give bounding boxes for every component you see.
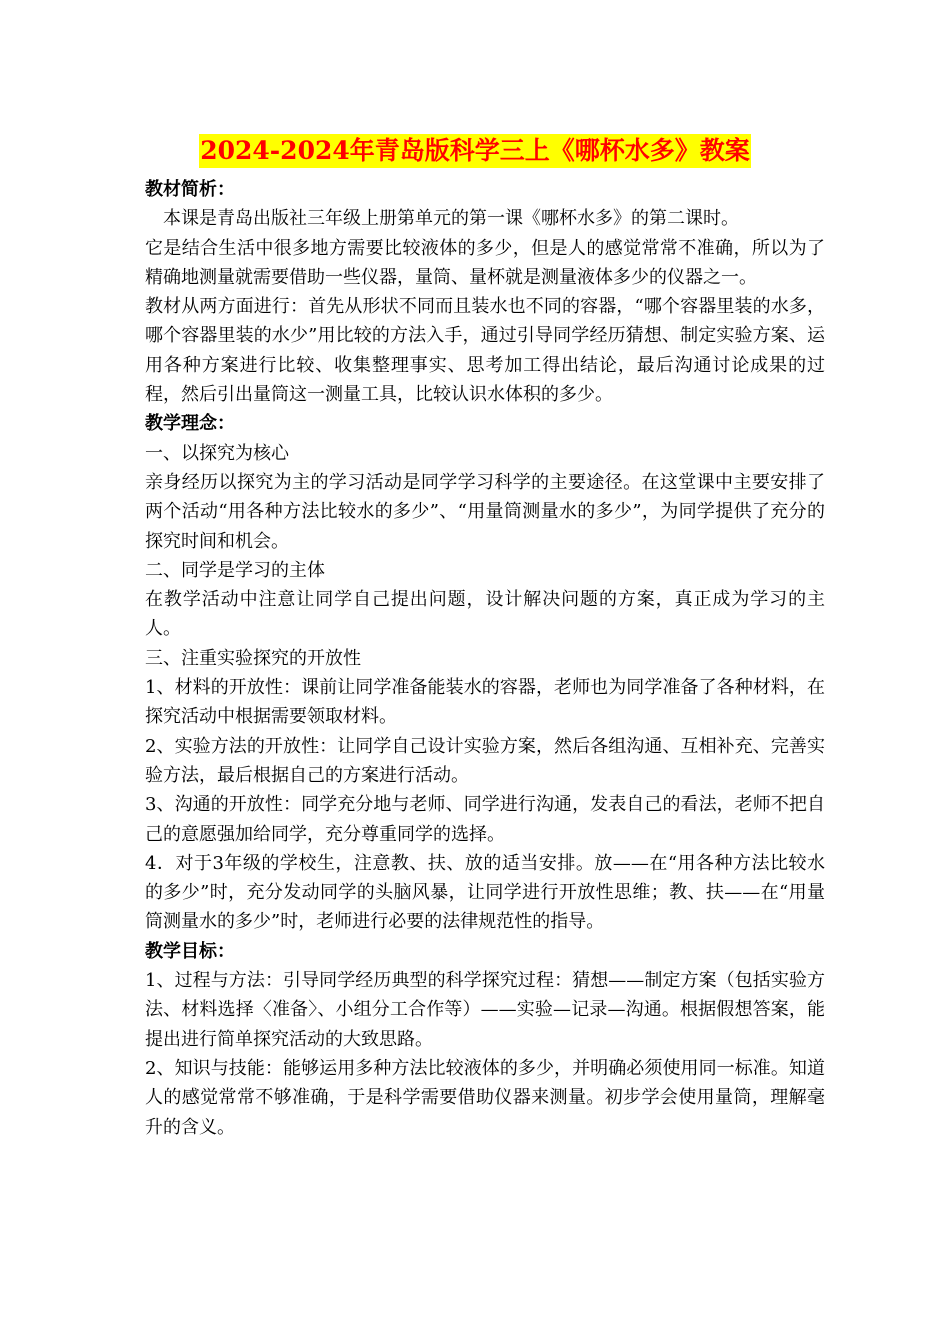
- paragraph: 亲身经历以探究为主的学习活动是同学学习科学的主要途径。在这堂课中主要安排了两个活动“用各种方法比较水的多少”、“用量筒测量水的多少”，为同学提供了充分的探究时间和机会。: [145, 471, 825, 552]
- list-item: 3、沟通的开放性：同学充分地与老师、同学进行沟通，发表自己的看法，老师不把自己的意愿强加给同学，充分尊重同学的选择。: [145, 794, 825, 845]
- document-title: 2024-2024年青岛版科学三上《哪杯水多》教案: [199, 134, 751, 168]
- subheading: 三、注重实验探究的开放性: [145, 647, 361, 669]
- paragraph: 它是结合生活中很多地方需要比较液体的多少，但是人的感觉常常不准确，所以为了精确地测量就需要借助一些仪器，量筒、量杯就是测量液体多少的仪器之一。: [145, 237, 825, 288]
- list-item: 2、实验方法的开放性：让同学自己设计实验方案，然后各组沟通、互相补充、完善实验方法，最后根据自己的方案进行活动。: [145, 735, 825, 786]
- section-heading-analysis: 教材简析：: [145, 179, 235, 200]
- subheading: 一、以探究为核心: [145, 442, 289, 464]
- paragraph: 在教学活动中注意让同学自己提出问题，设计解决问题的方案，真正成为学习的主人。: [145, 589, 825, 640]
- paragraph: 教材从两方面进行：首先从形状不同而且装水也不同的容器，“哪个容器里装的水多，哪个容器里装的水少”用比较的方法入手，通过引导同学经历猜想、制定实验方案、运用各种方案进行比较、收集整理事实、思考加工得出结论，最后沟通讨论成果的过程，然后引出量筒这一测量工具，比较认识水体积的多少。: [145, 296, 825, 406]
- section-heading-philosophy: 教学理念：: [145, 413, 235, 435]
- list-item: 1、过程与方法：引导同学经历典型的科学探究过程：猜想——制定方案（包括实验方法、材料选择〈准备〉、小组分工合作等）——实验—记录—沟通。根据假想答案，能提出进行简单探究活动的大致思路。: [145, 970, 825, 1050]
- subheading: 二、同学是学习的主体: [145, 559, 325, 581]
- list-item: 2、知识与技能：能够运用多种方法比较液体的多少，并明确必须使用同一标准。知道人的感觉常常不够准确，于是科学需要借助仪器来测量。初步学会使用量筒，理解毫升的含义。: [145, 1057, 825, 1138]
- section-heading-goals: 教学目标：: [145, 940, 235, 962]
- paragraph: 本课是青岛出版社三年级上册第单元的第一课《哪杯水多》的第二课时。: [163, 208, 739, 230]
- list-item: 4．对于3年级的学校生，注意教、扶、放的适当安排。放——在“用各种方法比较水的多少”时，充分发动同学的头脑风暴，让同学进行开放性思维；教、扶——在“用量筒测量水的多少”时，老师进行必要的法律规范性的指导。: [145, 852, 825, 933]
- list-item: 1、材料的开放性：课前让同学准备能装水的容器，老师也为同学准备了各种材料，在探究活动中根据需要领取材料。: [145, 677, 825, 728]
- title-container: [0, 134, 950, 168]
- document-body: [145, 175, 825, 1142]
